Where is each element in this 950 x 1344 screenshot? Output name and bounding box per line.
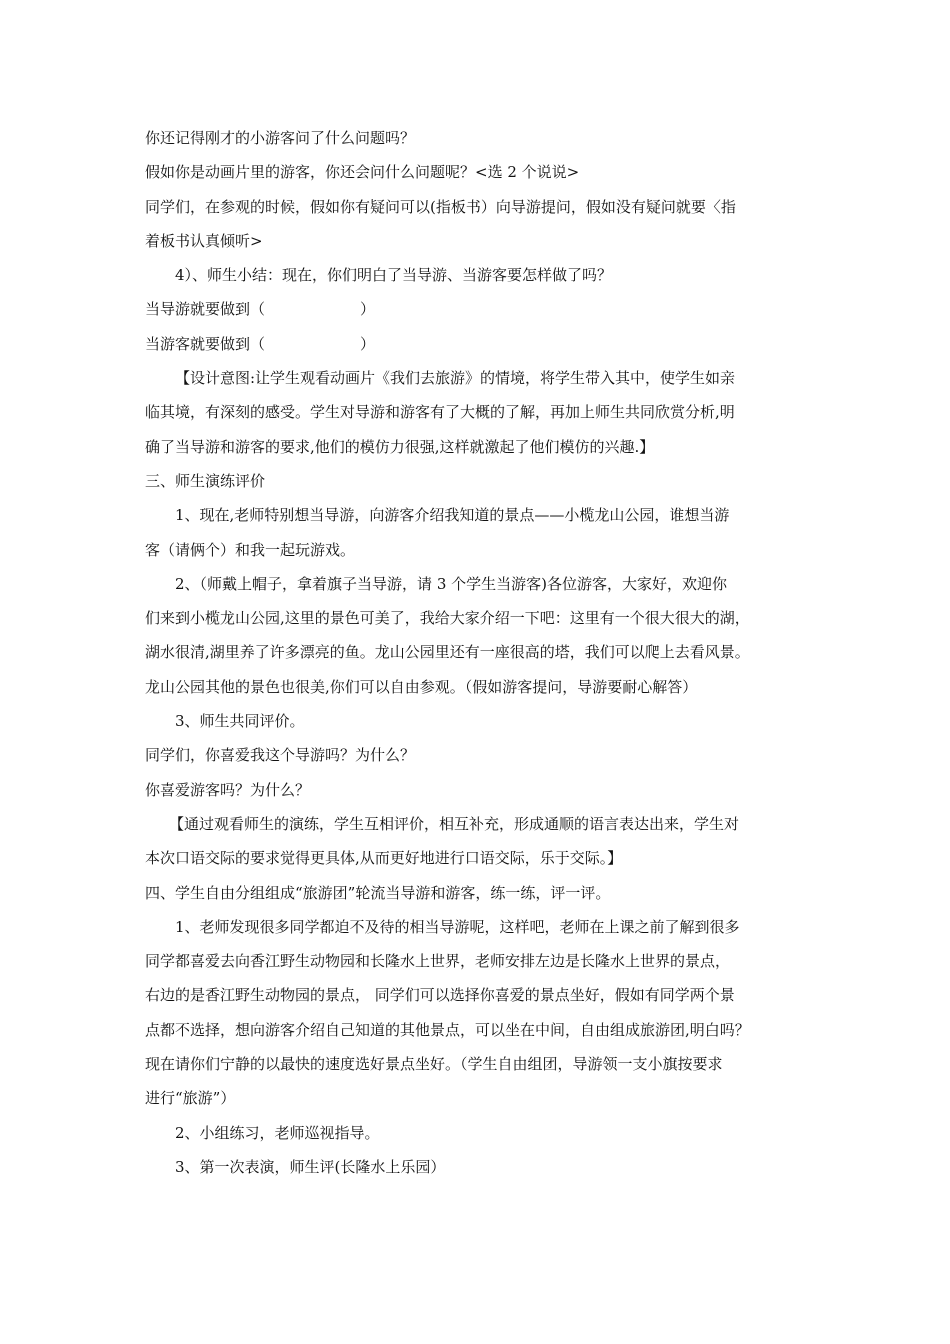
text-line: 同学都喜爱去向香江野生动物园和长隆水上世界，老师安排左边是长隆水上世界的景点，	[145, 952, 731, 971]
fill-in-line-guide	[145, 292, 815, 326]
text-line: 同学们，你喜爱我这个导游吗？为什么？	[145, 746, 416, 765]
text-line: 同学们，在参观的时候，假如你有疑问可以(指板书）向导游提问，假如没有疑问就要〈指	[145, 197, 736, 216]
text-line: 你还记得刚才的小游客问了什么问题吗？	[145, 129, 416, 147]
text-line: 你喜爱游客吗？为什么？	[145, 780, 311, 799]
text-line: 2、小组练习，老师巡视指导。	[175, 1123, 380, 1142]
text-line: 右边的是香江野生动物园的景点， 同学们可以选择你喜爱的景点坐好，假如有同学两个景	[145, 986, 735, 1005]
text-line: 1、老师发现很多同学都迫不及待的相当导游呢，这样吧，老师在上课之前了解到很多	[175, 917, 740, 936]
fill-in-close: ）	[360, 334, 376, 353]
text-line: 确了当导游和游客的要求,他们的模仿力很强,这样就激起了他们模仿的兴趣.】	[145, 437, 655, 456]
text-line: 湖水很清,湖里养了许多漂亮的鱼。龙山公园里还有一座很高的塔，我们可以爬上去看风景。	[145, 643, 750, 662]
section-heading: 三、师生演练评价	[145, 471, 266, 490]
fill-in-label: 当导游就要做到（	[145, 300, 266, 319]
text-line: 2、（师戴上帽子，拿着旗子当导游，请 3 个学生当游客)各位游客，大家好，欢迎你	[175, 574, 727, 593]
text-line: 点都不选择，想向游客介绍自己知道的其他景点，可以坐在中间，自由组成旅游团,明白吗？	[145, 1020, 750, 1039]
text-line: 3、第一次表演，师生评(长隆水上乐园）	[175, 1157, 446, 1176]
fill-in-line-tourist	[145, 327, 815, 361]
text-line: 1、现在,老师特别想当导游，向游客介绍我知道的景点——小榄龙山公园，谁想当游	[175, 506, 730, 525]
document-body	[145, 121, 815, 1184]
text-line: 假如你是动画片里的游客，你还会问什么问题呢？<选 2 个说说>	[145, 163, 580, 182]
fill-in-label: 当游客就要做到（	[145, 334, 266, 353]
text-line: 3、师生共同评价。	[175, 712, 305, 731]
text-line: 客（请俩个）和我一起玩游戏。	[145, 540, 356, 559]
text-line: 【通过观看师生的演练，学生互相评价，相互补充，形成通顺的语言表达出来，学生对	[169, 814, 740, 833]
fill-in-close: ）	[360, 300, 376, 319]
text-line: 临其境，有深刻的感受。学生对导游和游客有了大概的了解，再加上师生共同欣赏分析,明	[145, 403, 735, 422]
text-line: 现在请你们宁静的以最快的速度选好景点坐好。（学生自由组团，导游领一支小旗按要求	[145, 1055, 723, 1074]
text-line: 4）、师生小结：现在，你们明白了当导游、当游客要怎样做了吗？	[175, 266, 613, 285]
text-line: 进行“旅游”）	[145, 1089, 236, 1108]
text-line: 着板书认真倾听>	[145, 231, 263, 250]
text-line: 龙山公园其他的景色也很美,你们可以自由参观。（假如游客提问，导游要耐心解答）	[145, 677, 698, 696]
section-heading: 四、学生自由分组组成“旅游团”轮流当导游和游客，练一练，评一评。	[145, 883, 611, 902]
text-line: 【设计意图:让学生观看动画片《我们去旅游》的情境，将学生带入其中，使学生如亲	[175, 369, 736, 388]
text-line: 们来到小榄龙山公园,这里的景色可美了，我给大家介绍一下吧：这里有一个很大很大的湖，	[145, 609, 750, 628]
text-line: 本次口语交际的要求觉得更具体,从而更好地进行口语交际，乐于交际。】	[145, 849, 623, 868]
